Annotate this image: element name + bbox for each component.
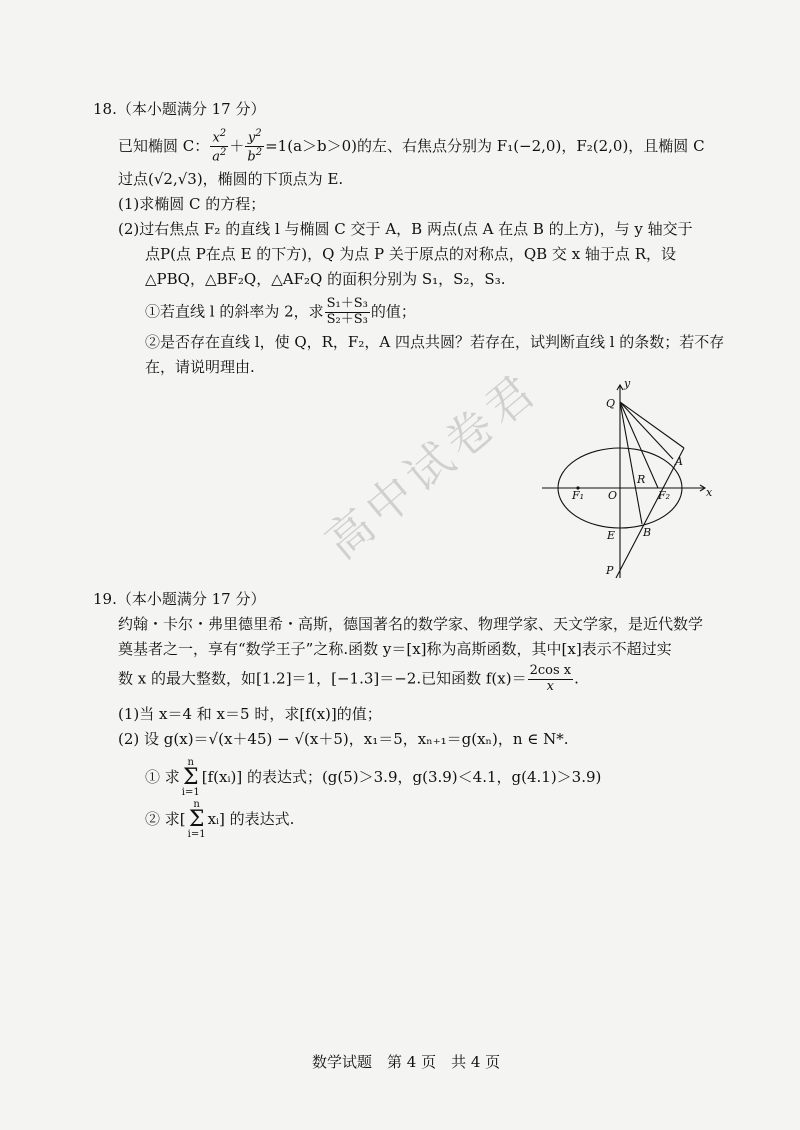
segment-QA [620, 402, 673, 459]
q19-sub1-sum: [f(xᵢ)] 的表达式；(g(5)＞3.9，g(3.9)＜4.1，g(4.1)＞3.9) [201, 767, 602, 786]
watermark: 高中试卷君 [314, 361, 549, 570]
label-A: A [675, 455, 683, 468]
label-x: x [706, 486, 713, 499]
q19-header: 19.（本小题满分 17 分） [93, 590, 266, 608]
q19-sub1 [145, 758, 601, 798]
q18-stem-line2: 过点(√2,√3)，椭圆的下顶点为 E. [118, 170, 344, 188]
line-l [616, 448, 684, 578]
label-Q: Q [606, 397, 616, 410]
q18-sub1-fraction [325, 297, 370, 328]
q19-sub2-prefix: ② 求[ [145, 809, 186, 828]
q19-sub2-sum: xᵢ] 的表达式. [207, 809, 295, 828]
sigma-symbol-2: n Σ i=1 [187, 799, 206, 840]
q18-part1: (1)求椭圆 C 的方程； [118, 195, 266, 213]
q19-f-num: 2cos x [529, 663, 572, 678]
q19-f-fraction [528, 664, 574, 695]
label-y: y [624, 377, 631, 390]
q18-sub1 [145, 297, 416, 328]
frac-x2-a2: $\frac{x^2}{a^2}$ [212, 128, 227, 165]
q18-part2-line3: △PBQ，△BF₂Q，△AF₂Q 的面积分别为 S₁，S₂，S₃. [145, 270, 506, 288]
sigma-symbol: n Σ i=1 [181, 757, 200, 798]
q18-stem: 已知椭圆 C： $\frac{x^2}{a^2}$ ＋ $\frac{y^2}{b^2}$ =1(a＞b＞0)的左、右焦点分别为 F₁(−2,0)，F₂(2,0)，且椭圆 C [118, 128, 705, 165]
label-B: B [643, 526, 652, 539]
q18-stem-eq: =1(a＞b＞0)的左、右焦点分别为 F₁(−2,0)，F₂(2,0)，且椭圆 C [265, 136, 705, 155]
q18-sub1-prefix: ①若直线 l 的斜率为 2，求 [145, 302, 324, 321]
q18-sub2-line1: ②是否存在直线 l，使 Q，R，F₂，A 四点共圆？若存在，试判断直线 l 的条数；若不存 [145, 333, 725, 351]
q18-part2-line2: 点P(点 P在点 E 的下方)，Q 为点 P 关于原点的对称点，QB 交 x 轴于点 R，设 [145, 245, 676, 263]
q19-f-den: x [546, 678, 555, 694]
q19-part1: (1)当 x＝4 和 x＝5 时，求[f(x)]的值； [118, 705, 382, 723]
frac-y2-b2: $\frac{y^2}{b^2}$ [247, 128, 263, 165]
page-footer: 数学试题 第 4 页 共 4 页 [312, 1053, 501, 1071]
q19-line2: 奠基者之一，享有“数学王子”之称.函数 y＝[x]称为高斯函数，其中[x]表示不超过实 [118, 640, 672, 658]
q18-stem-prefix: 已知椭圆 C： [118, 136, 210, 155]
q19-sub1-prefix: ① 求 [145, 767, 180, 786]
label-O: O [608, 489, 618, 502]
q18-sub1-suffix: 的值； [370, 302, 416, 321]
q19-line3-suffix: . [574, 669, 579, 688]
q18-sub1-den: S₂＋S₃ [326, 311, 368, 327]
q19-line3-prefix: 数 x 的最大整数，如[1.2]＝1，[−1.3]＝−2.已知函数 f(x)＝ [118, 669, 527, 688]
label-F2: F₂ [658, 489, 671, 502]
q19-part2: (2) 设 g(x)＝√(x＋45) − √(x＋5)，x₁＝5，xₙ₊₁＝g(xₙ)，n ∈ N*. [118, 730, 569, 748]
label-F1: F₁ [572, 489, 585, 502]
label-P: P [606, 564, 614, 577]
label-E: E [607, 529, 616, 542]
q19-line3 [118, 664, 579, 695]
q19-sub2 [145, 800, 294, 840]
label-R: R [637, 473, 646, 486]
ellipse-figure [540, 372, 720, 582]
q19-line1: 约翰・卡尔・弗里德里希・高斯，德国著名的数学家、物理学家、天文学家，是近代数学 [118, 615, 704, 633]
segment-QB [620, 402, 642, 524]
q18-part2-line1: (2)过右焦点 F₂ 的直线 l 与椭圆 C 交于 A，B 两点(点 A 在点 B 的上方)，与 y 轴交于 [118, 220, 693, 238]
q18-header: 18.（本小题满分 17 分） [93, 100, 266, 118]
q18-sub1-num: S₁＋S₃ [326, 296, 368, 311]
q18-sub2-line2: 在，请说明理由. [145, 358, 255, 376]
